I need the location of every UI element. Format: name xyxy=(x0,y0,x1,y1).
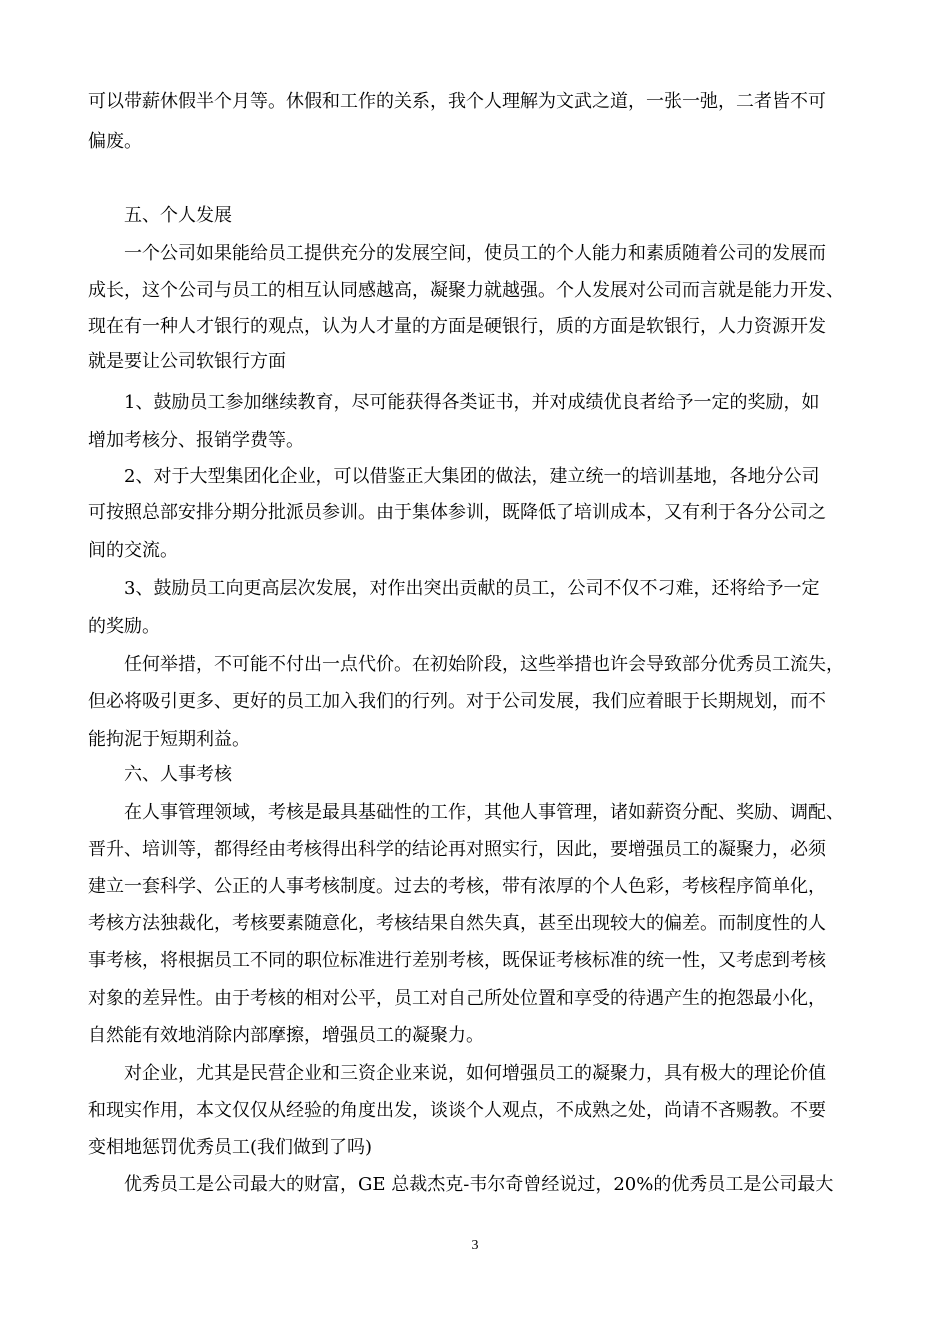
paragraph-line: 自然能有效地消除内部摩擦，增强员工的凝聚力。 xyxy=(88,1025,484,1046)
paragraph-line: 对象的差异性。由于考核的相对公平，员工对自己所处位置和享受的待遇产生的抱怨最小化， xyxy=(88,988,826,1009)
section-heading-personal-development: 五、个人发展 xyxy=(124,205,232,226)
list-item-line: 1、鼓励员工参加继续教育，尽可能获得各类证书，并对成绩优良者给予一定的奖励，如 xyxy=(124,392,820,413)
list-item-line: 增加考核分、报销学费等。 xyxy=(88,430,304,451)
paragraph-line: 和现实作用，本文仅仅从经验的角度出发，谈谈个人观点，不成熟之处，尚请不吝赐教。不要 xyxy=(88,1100,826,1121)
paragraph-line: 晋升、培训等，都得经由考核得出科学的结论再对照实行，因此，要增强员工的凝聚力，必须 xyxy=(88,839,826,860)
list-item-line: 间的交流。 xyxy=(88,540,178,561)
paragraph-line: 但必将吸引更多、更好的员工加入我们的行列。对于公司发展，我们应着眼于长期规划，而不 xyxy=(88,691,826,712)
paragraph-line: 现在有一种人才银行的观点，认为人才量的方面是硬银行，质的方面是软银行，人力资源开发 xyxy=(88,316,826,337)
paragraph-line: 在人事管理领域，考核是最具基础性的工作，其他人事管理，诸如薪资分配、奖励、调配、 xyxy=(124,802,844,823)
list-item-line: 的奖励。 xyxy=(88,616,160,637)
paragraph-line: 可以带薪休假半个月等。休假和工作的关系，我个人理解为文武之道，一张一弛，二者皆不可 xyxy=(88,91,826,112)
list-item-line: 2、对于大型集团化企业，可以借鉴正大集团的做法，建立统一的培训基地，各地分公司 xyxy=(124,466,820,487)
paragraph-line: 一个公司如果能给员工提供充分的发展空间，使员工的个人能力和素质随着公司的发展而 xyxy=(124,243,826,264)
paragraph-line: 考核方法独裁化，考核要素随意化，考核结果自然失真，甚至出现较大的偏差。而制度性的人 xyxy=(88,913,826,934)
paragraph-line: 建立一套科学、公正的人事考核制度。过去的考核，带有浓厚的个人色彩，考核程序简单化， xyxy=(88,876,826,897)
paragraph-line: 任何举措，不可能不付出一点代价。在初始阶段，这些举措也许会导致部分优秀员工流失， xyxy=(124,654,844,675)
page-number: 3 xyxy=(471,1238,479,1253)
paragraph-line: 事考核，将根据员工不同的职位标准进行差别考核，既保证考核标准的统一性，又考虑到考核 xyxy=(88,950,826,971)
paragraph-line: 优秀员工是公司最大的财富，GE 总裁杰克-韦尔奇曾经说过，20%的优秀员工是公司最大 xyxy=(124,1174,834,1195)
paragraph-line: 变相地惩罚优秀员工(我们做到了吗) xyxy=(88,1137,373,1158)
section-heading-personnel-assessment: 六、人事考核 xyxy=(124,764,232,785)
list-item-line: 3、鼓励员工向更高层次发展，对作出突出贡献的员工，公司不仅不刁难，还将给予一定 xyxy=(124,578,820,599)
paragraph-line: 能拘泥于短期利益。 xyxy=(88,729,250,750)
paragraph-line: 对企业，尤其是民营企业和三资企业来说，如何增强员工的凝聚力，具有极大的理论价值 xyxy=(124,1063,826,1084)
paragraph-line: 就是要让公司软银行方面 xyxy=(88,351,286,372)
list-item-line: 可按照总部安排分期分批派员参训。由于集体参训，既降低了培训成本，又有利于各分公司之 xyxy=(88,502,826,523)
paragraph-line: 成长，这个公司与员工的相互认同感越高，凝聚力就越强。个人发展对公司而言就是能力开发、 xyxy=(88,280,844,301)
paragraph-line: 偏废。 xyxy=(88,131,142,152)
